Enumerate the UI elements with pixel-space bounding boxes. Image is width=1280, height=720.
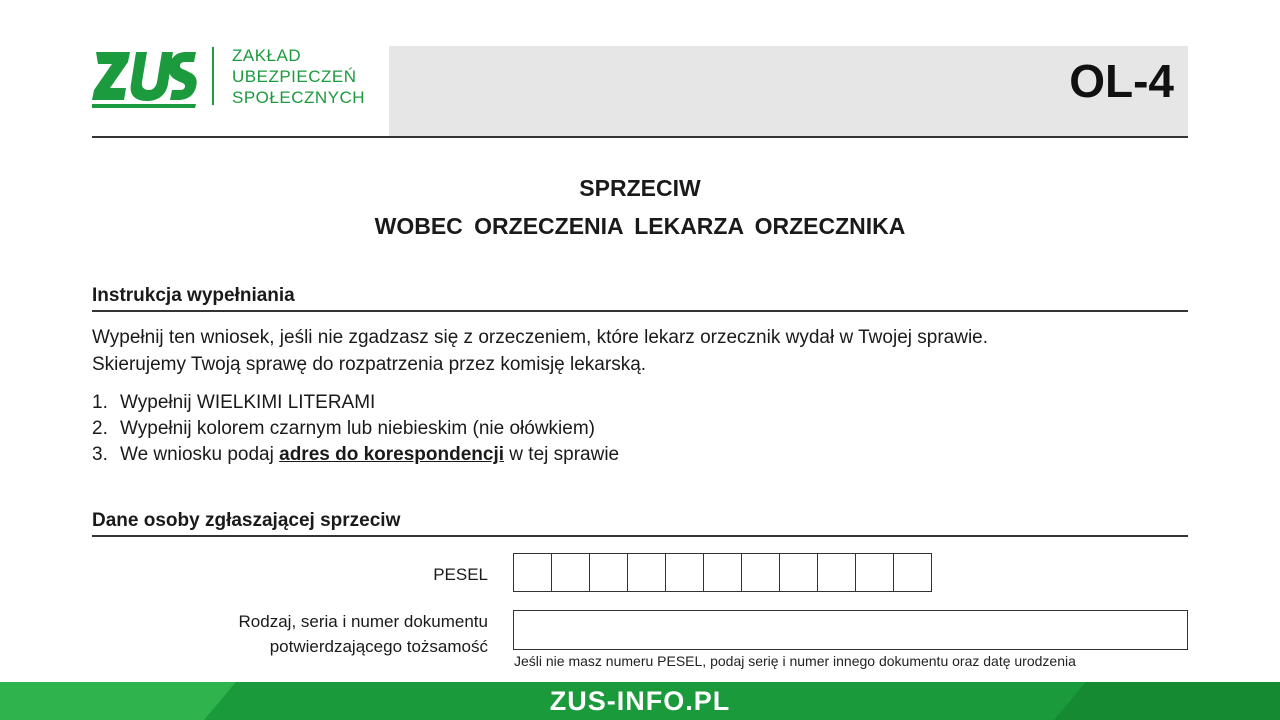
step-text: Wypełnij kolorem czarnym lub niebieskim (nie ołówkiem) bbox=[120, 418, 595, 439]
label-line: Rodzaj, seria i numer dokumentu bbox=[238, 612, 488, 631]
pesel-digit-cell[interactable] bbox=[856, 554, 894, 591]
pesel-digit-cell[interactable] bbox=[894, 554, 931, 591]
correspondence-address-emphasis: adres do korespondencji bbox=[279, 444, 505, 465]
instructions-paragraph bbox=[92, 324, 1188, 378]
label-line: potwierdzającego tożsamość bbox=[269, 637, 488, 656]
pesel-digit-cell[interactable] bbox=[742, 554, 780, 591]
form-code-box bbox=[389, 46, 1188, 136]
instructions-heading: Instrukcja wypełniania bbox=[92, 285, 295, 306]
pesel-label: PESEL bbox=[433, 565, 488, 584]
footer-brand: ZUS-INFO.PL bbox=[549, 686, 731, 716]
pesel-input-grid bbox=[513, 553, 932, 592]
paragraph-line: Wypełnij ten wniosek, jeśli nie zgadzasz się z orzeczeniem, które lekarz orzecznik wydał w Twojej sprawie. bbox=[92, 327, 989, 348]
document-subtitle: WOBEC ORZECZENIA LEKARZA ORZECZNIKA bbox=[374, 213, 906, 239]
list-item bbox=[92, 390, 619, 416]
pesel-digit-cell[interactable] bbox=[514, 554, 552, 591]
logo-line: SPOŁECZNYCH bbox=[232, 87, 366, 107]
zus-logo-mark bbox=[92, 44, 198, 108]
header-divider bbox=[92, 136, 1188, 138]
pesel-digit-cell[interactable] bbox=[818, 554, 856, 591]
footer-banner bbox=[0, 682, 1280, 720]
list-item bbox=[92, 442, 619, 468]
identity-document-hint: Jeśli nie masz numeru PESEL, podaj serię i numer innego dokumentu oraz datę urodzenia bbox=[514, 653, 1076, 669]
instruction-steps bbox=[92, 390, 619, 468]
paragraph-line: Skierujemy Twoją sprawę do rozpatrzenia przez komisję lekarską. bbox=[92, 354, 647, 375]
step-text-pre: We wniosku podaj bbox=[120, 444, 280, 465]
list-item bbox=[92, 416, 619, 442]
document-title: SPRZECIW bbox=[579, 175, 701, 201]
logo-line: UBEZPIECZEŃ bbox=[232, 66, 357, 86]
step-number: 2. bbox=[92, 418, 108, 439]
logo-divider bbox=[212, 47, 214, 105]
step-text: Wypełnij WIELKIMI LITERAMI bbox=[120, 392, 376, 413]
identity-document-label bbox=[239, 609, 488, 659]
identity-document-field[interactable] bbox=[513, 610, 1188, 650]
pesel-digit-cell[interactable] bbox=[666, 554, 704, 591]
section-divider bbox=[92, 535, 1188, 537]
form-code: OL-4 bbox=[1069, 55, 1174, 107]
pesel-digit-cell[interactable] bbox=[590, 554, 628, 591]
applicant-heading: Dane osoby zgłaszającej sprzeciw bbox=[92, 510, 401, 531]
pesel-digit-cell[interactable] bbox=[552, 554, 590, 591]
step-text-post: w tej sprawie bbox=[504, 444, 620, 465]
zus-logo bbox=[92, 44, 365, 108]
step-number: 3. bbox=[92, 444, 108, 465]
pesel-digit-cell[interactable] bbox=[780, 554, 818, 591]
pesel-digit-cell[interactable] bbox=[628, 554, 666, 591]
section-divider bbox=[92, 310, 1188, 312]
logo-line: ZAKŁAD bbox=[232, 45, 302, 65]
step-number: 1. bbox=[92, 392, 108, 413]
pesel-digit-cell[interactable] bbox=[704, 554, 742, 591]
step-text bbox=[120, 442, 619, 468]
logo-wordmark bbox=[232, 45, 365, 108]
